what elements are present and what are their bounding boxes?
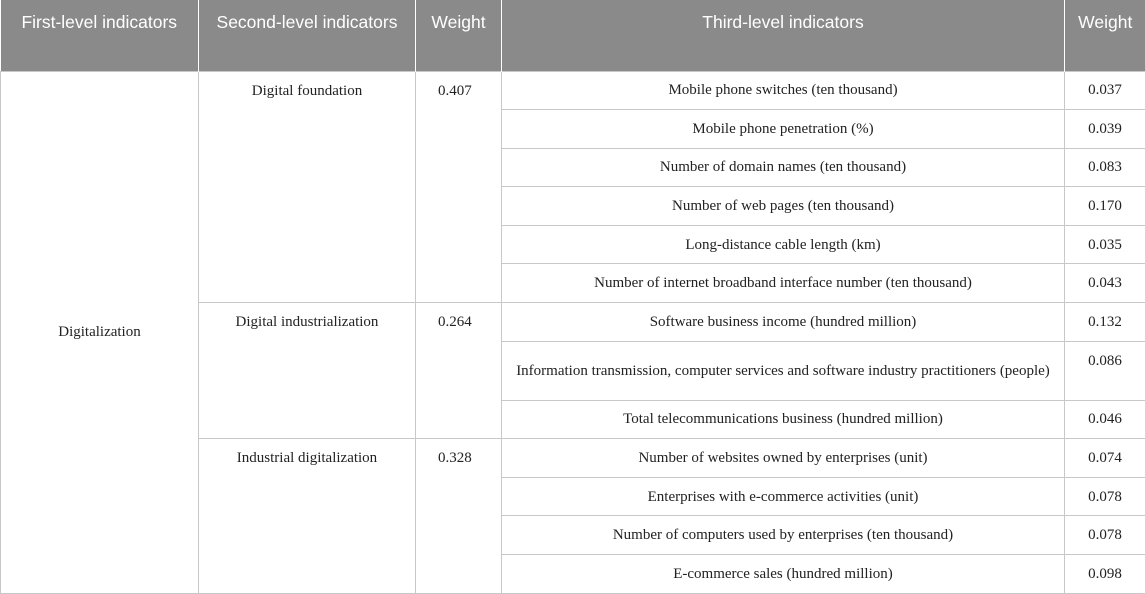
second-level-weight: 0.407 — [416, 71, 502, 303]
table-row — [1, 71, 1145, 110]
third-level-cell: Number of domain names (ten thousand) — [502, 148, 1065, 187]
third-level-weight: 0.078 — [1065, 477, 1145, 516]
third-level-cell: Total telecommunications business (hundred million) — [502, 400, 1065, 439]
third-level-cell: Information transmission, computer services and software industry practitioners (people) — [502, 341, 1065, 400]
third-level-weight: 0.037 — [1065, 71, 1145, 110]
third-level-weight: 0.074 — [1065, 439, 1145, 478]
third-level-cell: Number of computers used by enterprises (ten thousand) — [502, 516, 1065, 555]
header-third-level: Third-level indicators — [502, 0, 1065, 71]
third-level-cell: Long-distance cable length (km) — [502, 225, 1065, 264]
third-level-weight: 0.170 — [1065, 187, 1145, 226]
third-level-cell: Mobile phone penetration (%) — [502, 110, 1065, 149]
third-level-cell: Number of web pages (ten thousand) — [502, 187, 1065, 226]
third-level-weight: 0.035 — [1065, 225, 1145, 264]
second-level-weight: 0.264 — [416, 303, 502, 439]
table-body — [1, 71, 1145, 593]
third-level-weight: 0.086 — [1065, 341, 1145, 400]
second-level-cell: Industrial digitalization — [199, 439, 416, 593]
third-level-cell: Number of internet broadband interface number (ten thousand) — [502, 264, 1065, 303]
third-level-weight: 0.132 — [1065, 303, 1145, 342]
third-level-cell: E-commerce sales (hundred million) — [502, 555, 1065, 594]
third-level-cell: Number of websites owned by enterprises (unit) — [502, 439, 1065, 478]
second-level-weight: 0.328 — [416, 439, 502, 593]
third-level-weight: 0.083 — [1065, 148, 1145, 187]
second-level-cell: Digital industrialization — [199, 303, 416, 439]
second-level-cell: Digital foundation — [199, 71, 416, 303]
header-first-level: First-level indicators — [1, 0, 199, 71]
third-level-weight: 0.046 — [1065, 400, 1145, 439]
header-second-level: Second-level indicators — [199, 0, 416, 71]
header-weight-second: Weight — [416, 0, 502, 71]
third-level-cell: Mobile phone switches (ten thousand) — [502, 71, 1065, 110]
third-level-weight: 0.098 — [1065, 555, 1145, 594]
third-level-cell: Enterprises with e-commerce activities (unit) — [502, 477, 1065, 516]
table-header — [1, 0, 1145, 71]
third-level-cell: Software business income (hundred million) — [502, 303, 1065, 342]
header-weight-third: Weight — [1065, 0, 1145, 71]
third-level-weight: 0.039 — [1065, 110, 1145, 149]
third-level-weight: 0.043 — [1065, 264, 1145, 303]
third-level-weight: 0.078 — [1065, 516, 1145, 555]
first-level-cell: Digitalization — [1, 71, 199, 593]
